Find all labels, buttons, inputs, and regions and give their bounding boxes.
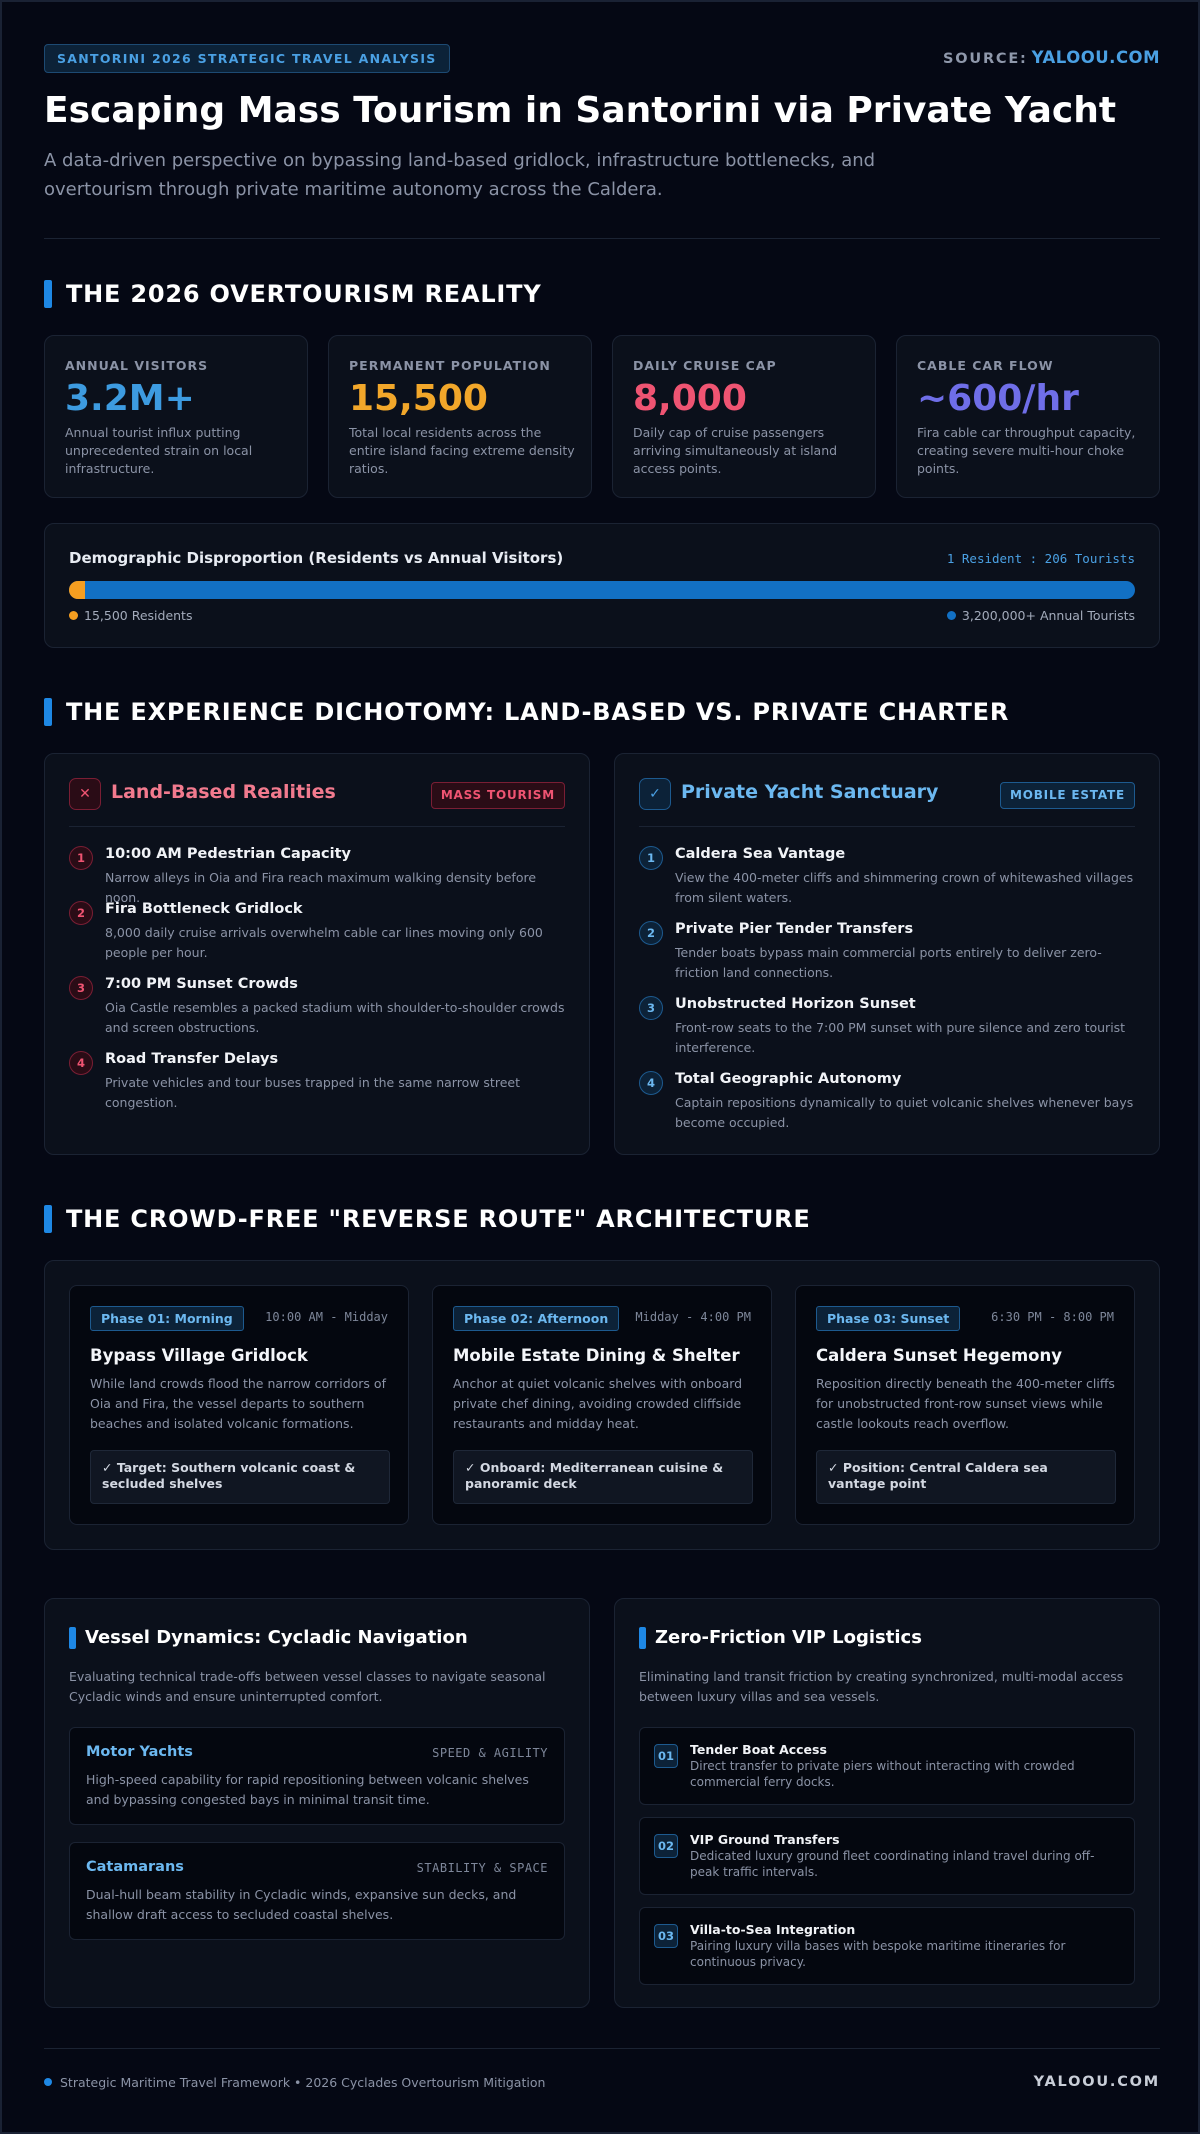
phase-note: ✓ Position: Central Caldera sea vantage point xyxy=(816,1450,1116,1504)
phase-time: 10:00 AM - Midday xyxy=(265,1310,388,1324)
stat-value: 15,500 xyxy=(349,378,488,419)
demographic-ratio: 1 Resident : 206 Tourists xyxy=(946,551,1135,566)
section-title: THE CROWD-FREE "REVERSE ROUTE" ARCHITECTURE xyxy=(66,1205,811,1233)
item-number: 2 xyxy=(639,921,663,945)
phase-note: ✓ Onboard: Mediterranean cuisine & panoramic deck xyxy=(453,1450,753,1504)
phase-time: Midday - 4:00 PM xyxy=(635,1310,751,1324)
visitors-dot-icon xyxy=(947,611,956,620)
source-credit[interactable] xyxy=(943,48,1160,67)
item-number: 3 xyxy=(69,976,93,1000)
residents-legend xyxy=(69,608,192,623)
yacht-sanctuary-panel xyxy=(614,753,1160,1155)
demographic-title: Demographic Disproportion (Residents vs Annual Visitors) xyxy=(69,549,564,567)
item-title: 10:00 AM Pedestrian Capacity xyxy=(105,846,351,862)
page-subtitle: A data-driven perspective on bypassing land-based gridlock, infrastructure bottlenecks, and overtourism through private maritime autonomy across the Caldera. xyxy=(44,150,876,200)
footer-dot-icon xyxy=(44,2078,52,2086)
vessel-key-trait: SPEED & AGILITY xyxy=(432,1746,548,1760)
demographic-card xyxy=(44,523,1160,648)
stat-description: Total local residents across the entire island facing extreme density ratios. xyxy=(349,425,575,476)
logistics-title: Tender Boat Access xyxy=(690,1742,827,1757)
mobile-estate-badge: MOBILE ESTATE xyxy=(1000,782,1135,809)
stat-card-annual-visitors xyxy=(44,335,308,498)
phase-title: Caldera Sunset Hegemony xyxy=(816,1346,1062,1365)
card-title: Zero-Friction VIP Logistics xyxy=(655,1627,922,1648)
mass-tourism-badge: MASS TOURISM xyxy=(431,782,565,809)
stat-card-daily-cruise-cap xyxy=(612,335,876,498)
vessel-title: Catamarans xyxy=(86,1859,184,1875)
logistics-description: Direct transfer to private piers without interacting with crowded commercial ferry docks. xyxy=(690,1759,1075,1789)
panel-title: Private Yacht Sanctuary xyxy=(681,781,939,803)
visitors-legend-label: 3,200,000+ Annual Tourists xyxy=(961,608,1135,623)
item-number: 2 xyxy=(69,901,93,925)
stat-value: 8,000 xyxy=(633,378,747,419)
item-description: Private vehicles and tour buses trapped in the same narrow street congestion. xyxy=(105,1075,520,1110)
item-description: Tender boats bypass main commercial ports entirely to deliver zero-friction land connections. xyxy=(675,945,1102,980)
check-icon: ✓ xyxy=(639,778,671,810)
item-number: 1 xyxy=(69,846,93,870)
card-description: Eliminating land transit friction by creating synchronized, multi-modal access between luxury villas and sea vessels. xyxy=(639,1669,1124,1704)
card-title: Vessel Dynamics: Cycladic Navigation xyxy=(85,1627,468,1648)
item-title: Total Geographic Autonomy xyxy=(675,1071,902,1087)
item-description: Narrow alleys in Oia and Fira reach maximum walking density before noon. xyxy=(105,870,537,905)
card-accent-bar xyxy=(69,1627,76,1649)
item-number: 4 xyxy=(69,1051,93,1075)
header-top-row xyxy=(44,44,1160,74)
reverse-route-container xyxy=(44,1260,1160,1550)
close-icon: ✕ xyxy=(69,778,101,810)
stat-card-cable-car-flow xyxy=(896,335,1160,498)
footer-left-label: Strategic Maritime Travel Framework • 2026 Cyclades Overtourism Mitigation xyxy=(60,2075,546,2090)
item-title: Caldera Sea Vantage xyxy=(675,846,846,862)
phase-description: Anchor at quiet volcanic shelves with onboard private chef dining, avoiding crowded cliffside restaurants and midday heat. xyxy=(453,1376,743,1431)
phase-tag: Phase 03: Sunset xyxy=(816,1306,960,1331)
page-title: Escaping Mass Tourism in Santorini via Private Yacht xyxy=(44,90,1117,131)
vessel-key-trait: STABILITY & SPACE xyxy=(416,1861,548,1875)
stat-description: Annual tourist influx putting unprecedented strain on local infrastructure. xyxy=(65,425,253,476)
item-title: 7:00 PM Sunset Crowds xyxy=(105,976,298,992)
logistics-item xyxy=(639,1727,1135,1805)
section-accent-bar xyxy=(44,698,52,726)
logistics-item xyxy=(639,1817,1135,1895)
phase-title: Mobile Estate Dining & Shelter xyxy=(453,1346,740,1365)
section-title: THE 2026 OVERTOURISM REALITY xyxy=(66,280,542,308)
section-accent-bar xyxy=(44,1205,52,1233)
item-number: 1 xyxy=(639,846,663,870)
logistics-title: Villa-to-Sea Integration xyxy=(690,1922,856,1937)
phase-tag: Phase 02: Afternoon xyxy=(453,1306,619,1331)
card-description: Evaluating technical trade-offs between vessel classes to navigate seasonal Cycladic winds and ensure uninterrupted comfort. xyxy=(69,1669,546,1704)
item-title: Fira Bottleneck Gridlock xyxy=(105,901,303,917)
item-description: 8,000 daily cruise arrivals overwhelm cable car lines moving only 600 people per hour. xyxy=(105,925,543,960)
stat-label: ANNUAL VISITORS xyxy=(65,358,209,373)
demographic-progress-track xyxy=(69,581,1135,599)
panel-divider xyxy=(639,826,1135,827)
logistics-title: VIP Ground Transfers xyxy=(690,1832,840,1847)
vip-logistics-card xyxy=(614,1598,1160,2008)
phase-description: Reposition directly beneath the 400-meter cliffs for unobstructed front-row sunset views while castle lookouts reach overflow. xyxy=(816,1376,1115,1431)
item-number: 3 xyxy=(639,996,663,1020)
residents-legend-label: 15,500 Residents xyxy=(84,608,193,623)
phase-card-sunset xyxy=(795,1285,1135,1525)
phase-description: While land crowds flood the narrow corridors of Oia and Fira, the vessel departs to southern beaches and isolated volcanic formations. xyxy=(90,1376,386,1431)
phase-title: Bypass Village Gridlock xyxy=(90,1346,308,1365)
stat-card-permanent-population xyxy=(328,335,592,498)
visitors-legend xyxy=(947,608,1135,623)
logistics-number: 01 xyxy=(654,1744,678,1768)
vessel-option-catamarans xyxy=(69,1842,565,1940)
phase-time: 6:30 PM - 8:00 PM xyxy=(991,1310,1114,1324)
section-accent-bar xyxy=(44,280,52,308)
logistics-number: 02 xyxy=(654,1834,678,1858)
item-number: 4 xyxy=(639,1071,663,1095)
item-title: Private Pier Tender Transfers xyxy=(675,921,914,937)
phase-note: ✓ Target: Southern volcanic coast & secluded shelves xyxy=(90,1450,390,1504)
logistics-number: 03 xyxy=(654,1924,678,1948)
stat-value: 3.2M+ xyxy=(65,378,195,419)
logistics-description: Pairing luxury villa bases with bespoke maritime itineraries for continuous privacy. xyxy=(690,1939,1066,1969)
footer-brand-link[interactable]: YALOOU.COM xyxy=(1033,2074,1160,2090)
stat-label: PERMANENT POPULATION xyxy=(349,358,551,373)
item-description: Captain repositions dynamically to quiet volcanic shelves whenever bays become occupied. xyxy=(675,1095,1134,1130)
vessel-description: High-speed capability for rapid repositioning between volcanic shelves and bypassing congested bays in minimal transit time. xyxy=(86,1772,529,1807)
stat-label: CABLE CAR FLOW xyxy=(917,358,1054,373)
stat-description: Daily cap of cruise passengers arriving simultaneously at island access points. xyxy=(633,425,838,476)
header-divider xyxy=(44,238,1160,239)
residents-progress-fill xyxy=(69,581,85,599)
item-description: Front-row seats to the 7:00 PM sunset with pure silence and zero tourist interference. xyxy=(675,1020,1126,1055)
phase-card-afternoon xyxy=(432,1285,772,1525)
stat-value: ~600/hr xyxy=(917,378,1079,419)
source-brand-link[interactable]: YALOOU.COM xyxy=(1031,48,1160,67)
footer-text xyxy=(44,2075,545,2090)
report-tag: SANTORINI 2026 STRATEGIC TRAVEL ANALYSIS xyxy=(44,44,450,73)
stat-description: Fira cable car throughput capacity, creating severe multi-hour choke points. xyxy=(917,425,1136,476)
card-accent-bar xyxy=(639,1627,646,1649)
vessel-dynamics-card xyxy=(44,1598,590,2008)
land-based-panel xyxy=(44,753,590,1155)
source-label: SOURCE: xyxy=(943,51,1028,67)
item-title: Road Transfer Delays xyxy=(105,1051,279,1067)
logistics-item xyxy=(639,1907,1135,1985)
footer-divider xyxy=(44,2048,1160,2049)
vessel-option-motor-yachts xyxy=(69,1727,565,1825)
vessel-title: Motor Yachts xyxy=(86,1744,193,1760)
item-title: Unobstructed Horizon Sunset xyxy=(675,996,916,1012)
section-title: THE EXPERIENCE DICHOTOMY: LAND-BASED VS. PRIVATE CHARTER xyxy=(66,698,1010,726)
residents-dot-icon xyxy=(69,611,78,620)
item-description: View the 400-meter cliffs and shimmering crown of whitewashed villages from silent waters. xyxy=(675,870,1134,905)
logistics-description: Dedicated luxury ground fleet coordinating inland travel during off-peak traffic intervals. xyxy=(690,1849,1095,1879)
panel-title: Land-Based Realities xyxy=(111,781,336,803)
phase-tag: Phase 01: Morning xyxy=(90,1306,244,1331)
panel-divider xyxy=(69,826,565,827)
vessel-description: Dual-hull beam stability in Cycladic winds, expansive sun decks, and shallow draft access to secluded coastal shelves. xyxy=(86,1887,517,1922)
item-description: Oia Castle resembles a packed stadium with shoulder-to-shoulder crowds and screen obstructions. xyxy=(105,1000,565,1035)
phase-card-morning xyxy=(69,1285,409,1525)
stat-label: DAILY CRUISE CAP xyxy=(633,358,777,373)
